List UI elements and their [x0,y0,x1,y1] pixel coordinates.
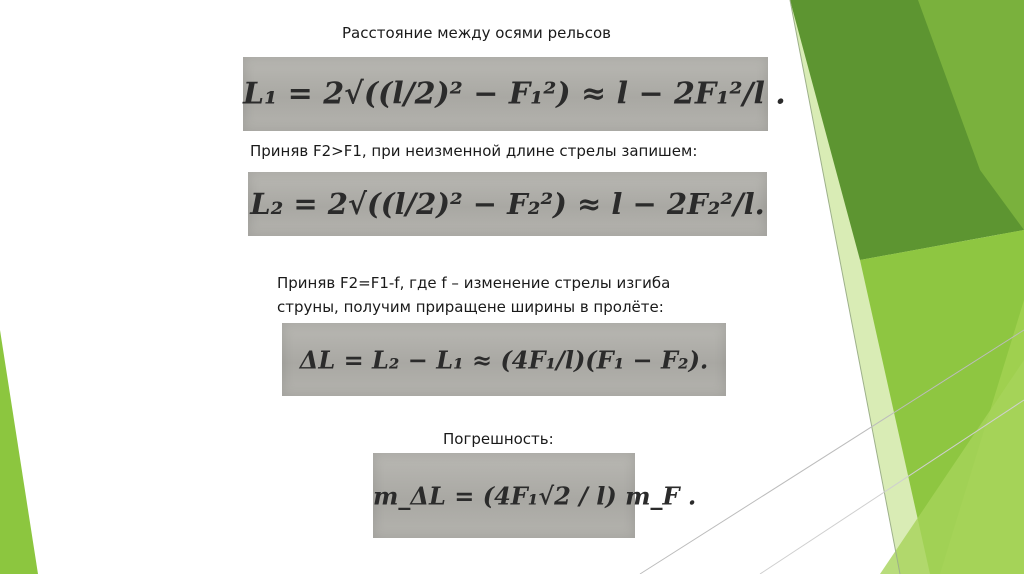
formula-2: L₂ = 2√((l/2)² − F₂²) ≈ l − 2F₂²/l. [250,187,765,221]
formula-image-2 [248,172,767,236]
formula-3: ΔL = L₂ − L₁ ≈ (4F₁/l)(F₁ − F₂). [299,345,709,374]
formula-1: L₁ = 2√((l/2)² − F₁²) ≈ l − 2F₁²/l . [243,76,786,112]
heading-rails: Расстояние между осями рельсов [342,24,612,42]
text-assume-f2-eq-line1: Приняв F2=F1-f, где f – изменение стрелы изгиба [277,274,671,292]
formula-image-1 [243,57,786,131]
text-assume-f2-gt-f1: Приняв F2>F1, при неизменной длине стрелы запишем: [250,142,698,160]
heading-error: Погрешность: [443,430,554,448]
formula-image-3 [282,323,726,396]
formula-image-4 [373,453,697,538]
formula-4: m_ΔL = (4F₁√2 / l) m_F . [373,481,697,510]
text-assume-f2-eq-line2: струны, получим приращене ширины в пролёте: [277,298,664,316]
